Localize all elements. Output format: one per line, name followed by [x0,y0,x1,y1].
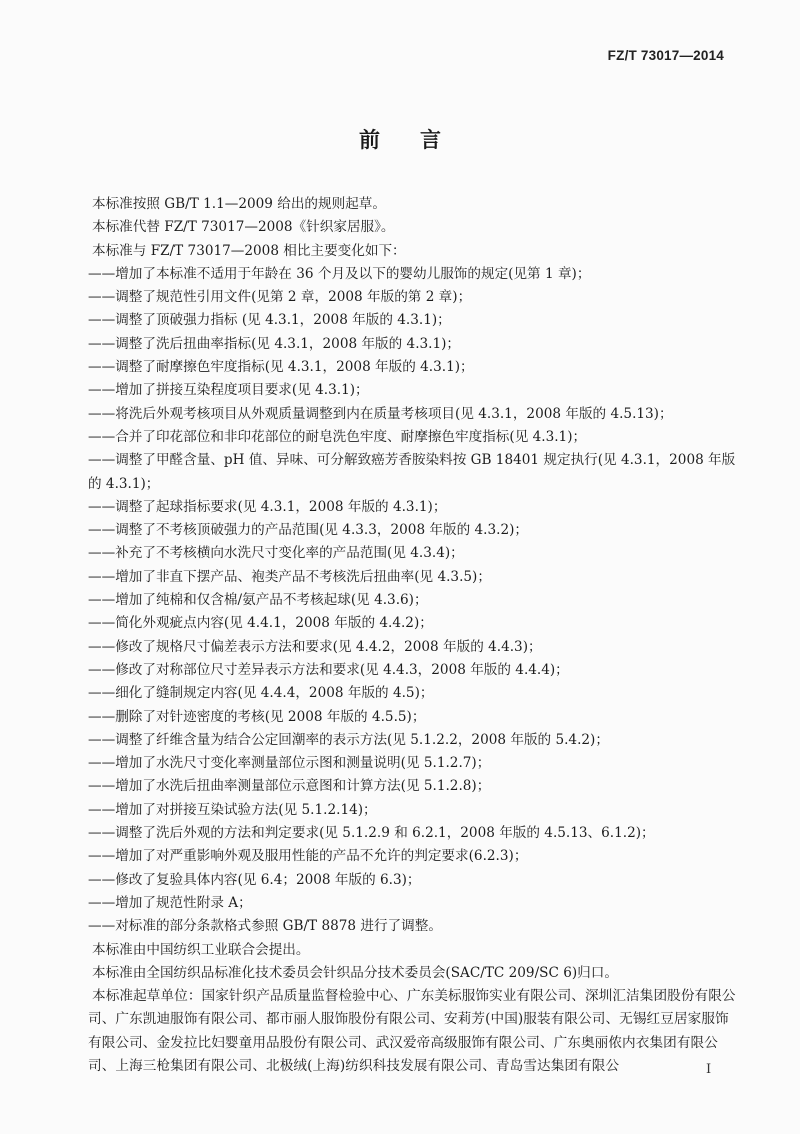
change-list-item: ——调整了起球指标要求(见 4.3.1，2008 年版的 4.3.1)； [88,498,447,515]
change-list-item: ——增加了对拼接互染试验方法(见 5.1.2.14)； [88,801,377,818]
change-list-item: ——调整了顶破强力指标 (见 4.3.1，2008 年版的 4.3.1)； [88,312,451,329]
change-list-item: ——调整了规范性引用文件(见第 2 章，2008 年版的第 2 章)； [88,289,472,306]
change-list-item: ——将洗后外观考核项目从外观质量调整到内在质量考核项目(见 4.3.1，2008 年版的 4.5.13)； [88,405,673,422]
change-list-item: ——修改了规格尺寸偏差表示方法和要求(见 4.4.2，2008 年版的 4.4.3)； [88,638,542,655]
change-list-item: ——增加了规范性附录 A； [88,894,252,911]
change-list-item: ——修改了复验具体内容(见 6.4；2008 年版的 6.3)； [88,871,421,888]
paragraph: 本标准代替 FZ/T 73017—2008《针织家居服》。 [92,219,395,236]
change-list-item: ——增加了纯棉和仅含棉/氨产品不考核起球(见 4.3.6)； [88,592,428,609]
document-body [88,193,736,1078]
change-list-item: ——调整了不考核顶破强力的产品范围(见 4.3.3，2008 年版的 4.3.2)； [88,522,528,539]
change-list-item: ——调整了洗后扭曲率指标(见 4.3.1，2008 年版的 4.3.1)； [88,335,461,352]
change-list-item: ——调整了纤维含量为结合公定回潮率的表示方法(见 5.1.2.2，2008 年版的 5.4.2)； [88,731,609,748]
change-list-item: ——删除了对针迹密度的考核(见 2008 年版的 4.5.5)； [88,708,426,725]
change-list-item: ——增加了水洗后扭曲率测量部位示意图和计算方法(见 5.1.2.8)； [88,778,491,795]
change-list-item: ——增加了非直下摆产品、袍类产品不考核洗后扭曲率(见 4.3.5)； [88,568,491,585]
change-list-item: ——增加了本标准不适用于年龄在 36 个月及以下的婴幼儿服饰的规定(见第 1 章)； [88,265,591,282]
change-list-item: ——增加了拼接互染程度项目要求(见 4.3.1)； [88,382,369,399]
page-title: 前言 [359,128,481,152]
standard-code-header: FZ/T 73017—2014 [607,48,724,63]
paragraph: 本标准由中国纺织工业联合会提出。 [92,941,310,958]
change-list-item: ——修改了对称部位尺寸差异表示方法和要求(见 4.4.3，2008 年版的 4.4.4)； [88,661,569,678]
change-list-item: ——细化了缝制规定内容(见 4.4.4，2008 年版的 4.5)； [88,685,434,702]
change-list-item: ——增加了水洗尺寸变化率测量部位示图和测量说明(见 5.1.2.7)； [88,755,491,772]
change-list-item: ——对标准的部分条款格式参照 GB/T 8878 进行了调整。 [88,918,442,935]
paragraph: 本标准由全国纺织品标准化技术委员会针织品分技术委员会(SAC/TC 209/SC 6)归口。 [92,964,618,981]
change-list-item: ——调整了甲醛含量、pH 值、异味、可分解致癌芳香胺染料按 GB 18401 规定执行(见 4.3.1，2008 年版的 4.3.1)； [88,452,736,492]
change-list-item: ——补充了不考核横向水洗尺寸变化率的产品范围(见 4.3.4)； [88,545,464,562]
paragraph: 本标准按照 GB/T 1.1—2009 给出的规则起草。 [92,196,386,212]
paragraph: 本标准与 FZ/T 73017—2008 相比主要变化如下： [92,242,406,259]
page-number: I [706,1062,712,1077]
change-list-item: ——简化外观疵点内容(见 4.4.1，2008 年版的 4.4.2)； [88,615,433,632]
change-list-item: ——调整了洗后外观的方法和判定要求(见 5.1.2.9 和 6.2.1，2008 年版的 4.5.13、6.1.2)； [88,825,655,842]
change-list-item: ——增加了对严重影响外观及服用性能的产品不允许的判定要求(6.2.3)； [88,848,528,865]
drafting-units-paragraph: 本标准起草单位：国家针织产品质量监督检验中心、广东美标服饰实业有限公司、深圳汇洁集团股份有限公司、广东凯迪服饰有限公司、都市丽人服饰股份有限公司、安莉芳(中国)服装有限公司、无锡红豆居家服饰有限公司、金发拉比妇婴童用品股份有限公司、武汉爱帝高级服饰有限公司、广东奥丽侬内衣集团有限公司、上海三枪集团有限公司、北极绒(上海)纺织科技发展有限公司、青岛雪达集团有限公 [88,988,736,1074]
change-list-item: ——合并了印花部位和非印花部位的耐皂洗色牢度、耐摩擦色牢度指标(见 4.3.1)； [88,428,587,445]
change-list-item: ——调整了耐摩擦色牢度指标(见 4.3.1，2008 年版的 4.3.1)； [88,359,474,376]
